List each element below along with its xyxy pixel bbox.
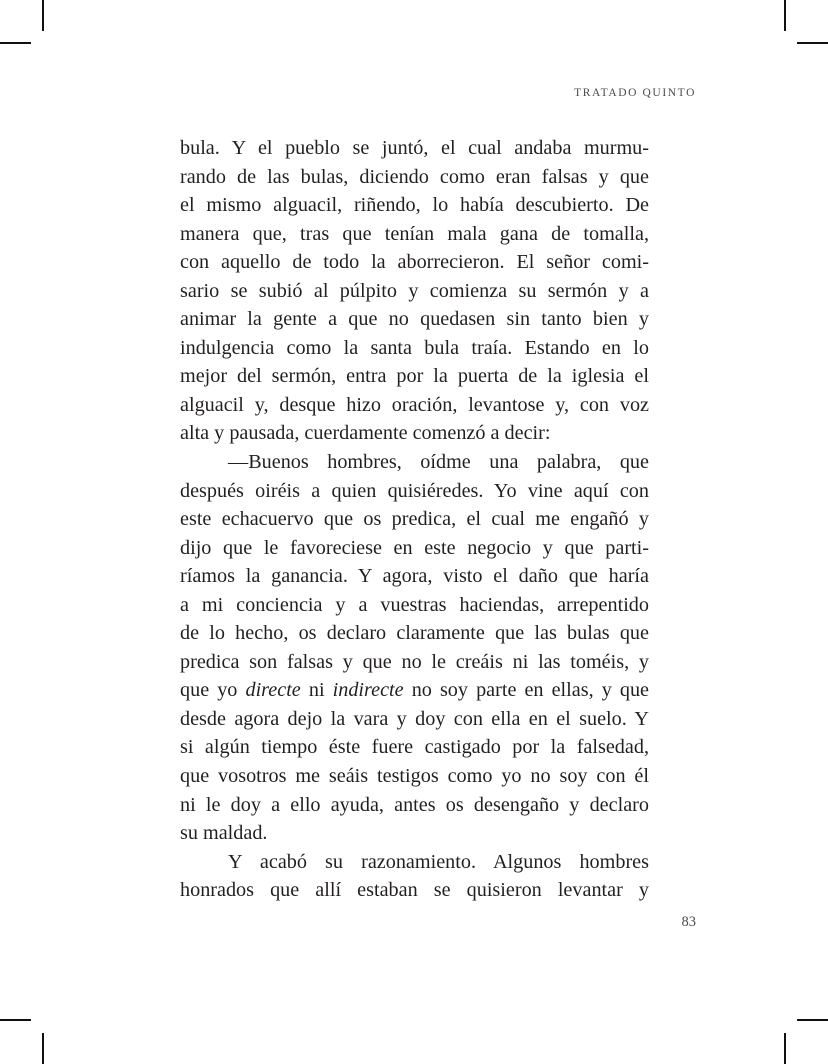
text-line: alta y pausada, cuerdamente comenzó a decir: — [180, 422, 551, 445]
text-line: este echacuervo que os predica, el cual me engañó y — [180, 508, 649, 531]
text-line: ríamos la ganancia. Y agora, visto el daño que haría — [180, 565, 649, 588]
text-line: dijo que le favoreciese en este negocio y que parti- — [180, 536, 649, 559]
crop-mark-bottom-left-horizontal — [0, 1019, 31, 1021]
text-line: desde agora dejo la vara y doy con ella en el suelo. Y — [180, 707, 649, 730]
text-line: animar la gente a que no quedasen sin tanto bien y — [180, 308, 649, 331]
crop-mark-bottom-left-vertical — [42, 1033, 44, 1064]
text-line: —Buenos hombres, oídme una palabra, que — [228, 451, 649, 474]
text-line: sario se subió al púlpito y comienza su sermón y a — [180, 279, 649, 302]
text-line: de lo hecho, os declaro claramente que las bulas que — [180, 622, 649, 645]
crop-mark-top-left-horizontal — [0, 42, 31, 44]
text-line: honrados que allí estaban se quisieron levantar y — [180, 879, 649, 902]
text-line: ni le doy a ello ayuda, antes os desengaño y declaro — [180, 793, 649, 816]
page-number: 83 — [681, 914, 696, 930]
italic-latin-term: directe — [245, 679, 301, 702]
text-line: su maldad. — [180, 822, 268, 845]
crop-mark-bottom-right-horizontal — [797, 1019, 828, 1021]
text-line: mejor del sermón, entra por la puerta de la iglesia el — [180, 365, 649, 388]
text-line: rando de las bulas, diciendo como eran falsas y que — [180, 165, 649, 188]
text-line: alguacil y, desque hizo oración, levantose y, con voz — [180, 393, 649, 416]
crop-mark-top-right-horizontal — [797, 42, 828, 44]
text-line: indulgencia como la santa bula traía. Estando en lo — [180, 336, 649, 359]
italic-latin-term: indirecte — [332, 679, 404, 702]
text-line: bula. Y el pueblo se juntó, el cual andaba murmu- — [180, 137, 649, 159]
text-segment: que yo — [180, 679, 246, 702]
text-line: después oiréis a quien quisiéredes. Yo vine aquí con — [180, 479, 649, 502]
crop-mark-top-left-vertical — [42, 0, 44, 31]
running-head: TRATADO QUINTO — [574, 87, 696, 99]
text-line: si algún tiempo éste fuere castigado por la falsedad, — [180, 736, 649, 759]
text-segment: ni — [300, 679, 333, 702]
body-text — [180, 134, 649, 905]
text-line: el mismo alguacil, riñendo, lo había descubierto. De — [180, 194, 649, 217]
text-line: predica son falsas y que no le creáis ni las toméis, y — [180, 650, 649, 673]
paragraph — [180, 448, 649, 848]
paragraph — [180, 848, 649, 905]
paragraph — [180, 134, 649, 448]
crop-mark-top-right-vertical — [784, 0, 786, 31]
text-line: Y acabó su razonamiento. Algunos hombres — [228, 850, 649, 873]
text-line: que vosotros me seáis testigos como yo no soy con él — [180, 765, 649, 788]
text-line: con aquello de todo la aborrecieron. El señor comi- — [180, 251, 649, 274]
text-segment: no soy parte en ellas, y que — [403, 679, 650, 702]
text-line: a mi conciencia y a vuestras haciendas, arrepentido — [180, 593, 649, 616]
text-line-with-italics — [180, 676, 649, 705]
crop-mark-bottom-right-vertical — [784, 1033, 786, 1064]
text-line: manera que, tras que tenían mala gana de tomalla, — [180, 222, 649, 245]
